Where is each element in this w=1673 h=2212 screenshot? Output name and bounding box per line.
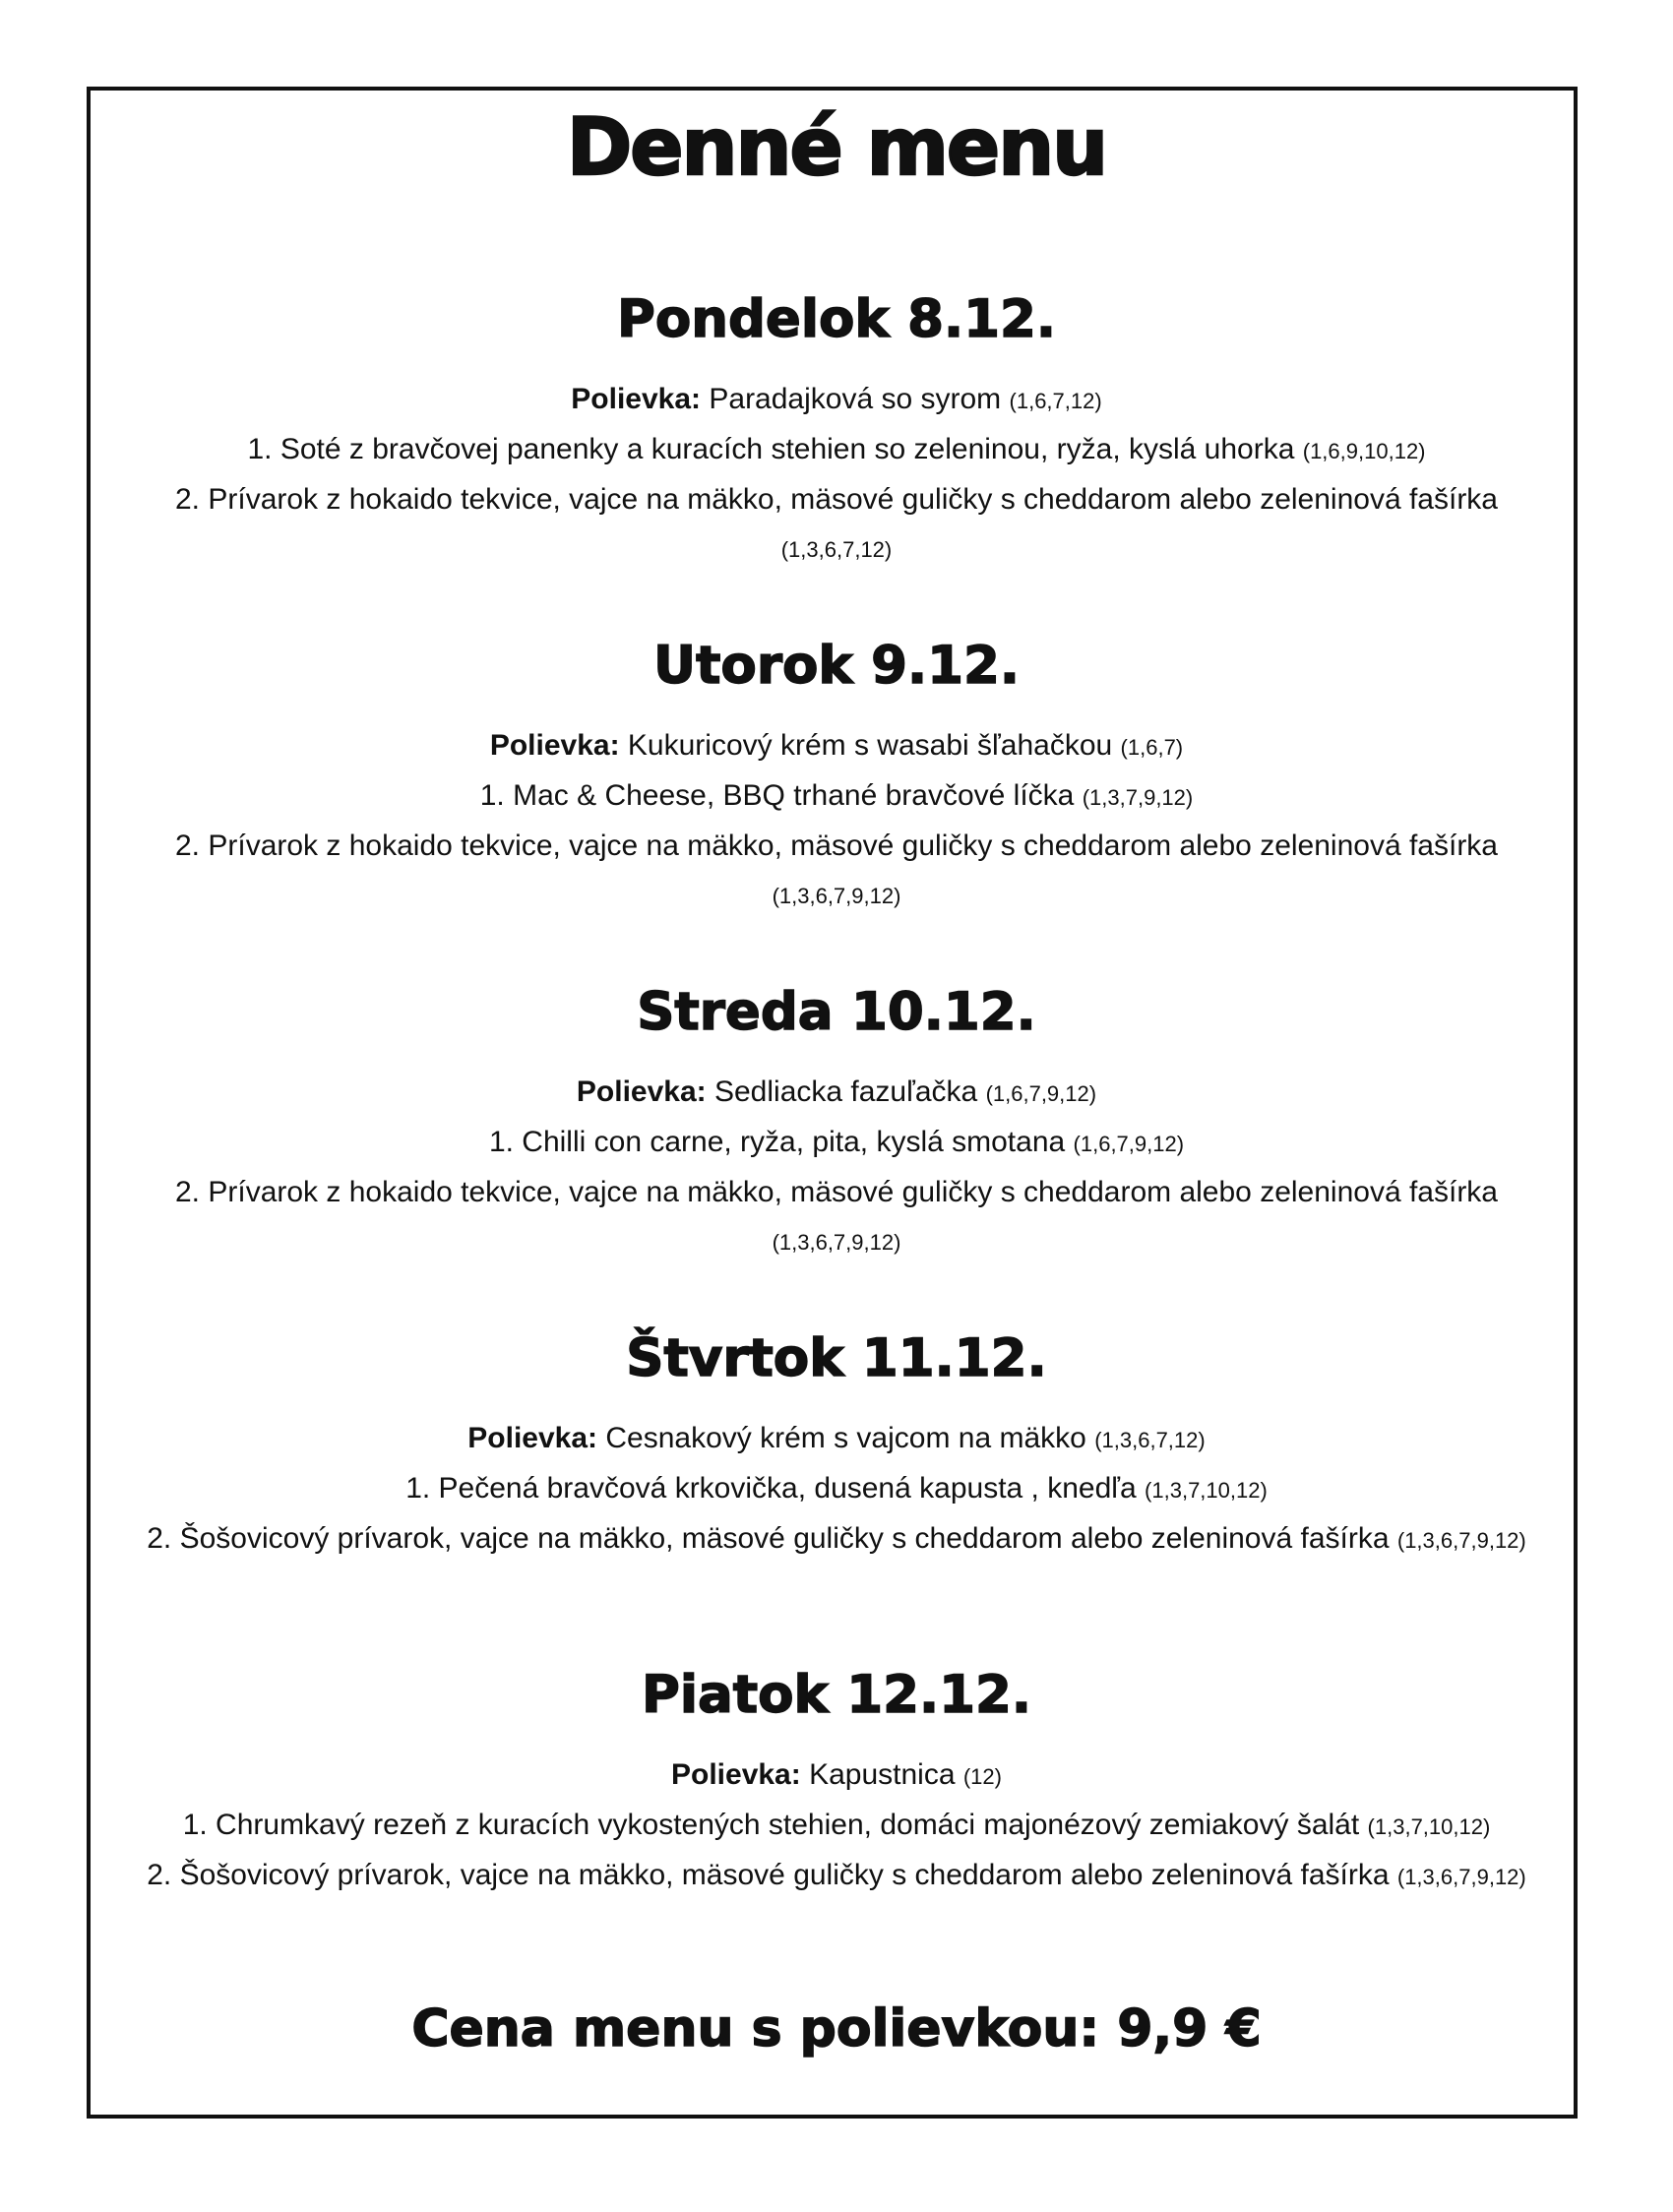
soup-line bbox=[0, 1068, 1673, 1118]
soup-line bbox=[0, 1414, 1673, 1464]
dish-name: 2. Prívarok z hokaido tekvice, vajce na mäkko, mäsové guličky s cheddarom alebo zeleninová fašírka bbox=[175, 1176, 1498, 1208]
soup-line bbox=[0, 375, 1673, 425]
day-tuesday bbox=[0, 636, 1673, 920]
soup-label: Polievka: bbox=[576, 1075, 707, 1108]
dish-name: 1. Mac & Cheese, BBQ trhané bravčové líčka bbox=[479, 779, 1075, 812]
main-course-2 bbox=[0, 822, 1673, 920]
day-wednesday bbox=[0, 982, 1673, 1266]
allergens: (1,3,6,7,9,12) bbox=[1396, 1865, 1526, 1889]
allergens: (1,6,7,9,12) bbox=[1073, 1132, 1185, 1156]
allergens: (1,6,7) bbox=[1120, 735, 1184, 760]
main-course-2 bbox=[0, 1851, 1673, 1901]
soup-name: Cesnakový krém s vajcom na mäkko bbox=[605, 1422, 1086, 1454]
dish-name: 2. Šošovicový prívarok, vajce na mäkko, mäsové guličky s cheddarom alebo zeleninová fašírka bbox=[147, 1522, 1390, 1555]
soup-label: Polievka: bbox=[571, 383, 702, 415]
main-course-1 bbox=[0, 1118, 1673, 1168]
main-course-1 bbox=[0, 771, 1673, 822]
main-course-1 bbox=[0, 1801, 1673, 1851]
soup-line bbox=[0, 721, 1673, 771]
soup-name: Sedliacka fazuľačka bbox=[713, 1075, 978, 1108]
allergens: (1,3,6,7,12) bbox=[780, 537, 893, 562]
dish-name: 2. Prívarok z hokaido tekvice, vajce na mäkko, mäsové guličky s cheddarom alebo zeleninová fašírka bbox=[175, 830, 1498, 862]
dish-name: 2. Šošovicový prívarok, vajce na mäkko, mäsové guličky s cheddarom alebo zeleninová fašírka bbox=[147, 1859, 1390, 1891]
allergens: (1,3,7,10,12) bbox=[1367, 1814, 1491, 1839]
allergens: (1,3,7,9,12) bbox=[1082, 785, 1194, 810]
allergens: (1,3,6,7,9,12) bbox=[772, 884, 901, 908]
allergens: (1,6,9,10,12) bbox=[1302, 439, 1426, 463]
day-monday bbox=[0, 289, 1673, 574]
allergens: (1,3,7,10,12) bbox=[1145, 1478, 1268, 1503]
main-course-2 bbox=[0, 1168, 1673, 1266]
main-course-1 bbox=[0, 425, 1673, 475]
allergens: (1,6,7,12) bbox=[1009, 389, 1102, 413]
allergens: (12) bbox=[962, 1764, 1002, 1789]
soup-name: Kukuricový krém s wasabi šľahačkou bbox=[627, 729, 1113, 762]
dish-name: 1. Chrumkavý rezeň z kuracích vykostených stehien, domáci majonézový zemiakový šalát bbox=[182, 1809, 1360, 1841]
allergens: (1,3,6,7,12) bbox=[1094, 1428, 1206, 1452]
soup-name: Paradajková so syrom bbox=[709, 383, 1002, 415]
main-course-2 bbox=[0, 1514, 1673, 1565]
dish-name: 1. Chilli con carne, ryža, pita, kyslá smotana bbox=[488, 1126, 1066, 1158]
main-course-2 bbox=[0, 475, 1673, 574]
soup-name: Kapustnica bbox=[809, 1758, 956, 1791]
day-heading: Streda 10.12. bbox=[637, 982, 1036, 1042]
main-course-1 bbox=[0, 1464, 1673, 1514]
soup-label: Polievka: bbox=[467, 1422, 598, 1454]
menu-title: Denné menu bbox=[566, 101, 1107, 193]
day-heading: Štvrtok 11.12. bbox=[626, 1328, 1047, 1388]
soup-line bbox=[0, 1751, 1673, 1801]
allergens: (1,3,6,7,9,12) bbox=[1396, 1528, 1526, 1553]
allergens: (1,6,7,9,12) bbox=[985, 1081, 1097, 1106]
soup-label: Polievka: bbox=[489, 729, 620, 762]
day-heading: Piatok 12.12. bbox=[642, 1665, 1031, 1725]
soup-label: Polievka: bbox=[671, 1758, 801, 1791]
allergens: (1,3,6,7,9,12) bbox=[772, 1230, 901, 1255]
day-heading: Pondelok 8.12. bbox=[616, 289, 1057, 349]
menu-price: Cena menu s polievkou: 9,9 € bbox=[411, 1999, 1262, 2058]
day-heading: Utorok 9.12. bbox=[653, 636, 1020, 696]
day-friday bbox=[0, 1665, 1673, 1901]
day-thursday bbox=[0, 1328, 1673, 1565]
dish-name: 2. Prívarok z hokaido tekvice, vajce na mäkko, mäsové guličky s cheddarom alebo zeleninová fašírka bbox=[175, 483, 1498, 516]
dish-name: 1. Soté z bravčovej panenky a kuracích stehien so zeleninou, ryža, kyslá uhorka bbox=[247, 433, 1295, 465]
dish-name: 1. Pečená bravčová krkovička, dusená kapusta , knedľa bbox=[405, 1472, 1137, 1505]
